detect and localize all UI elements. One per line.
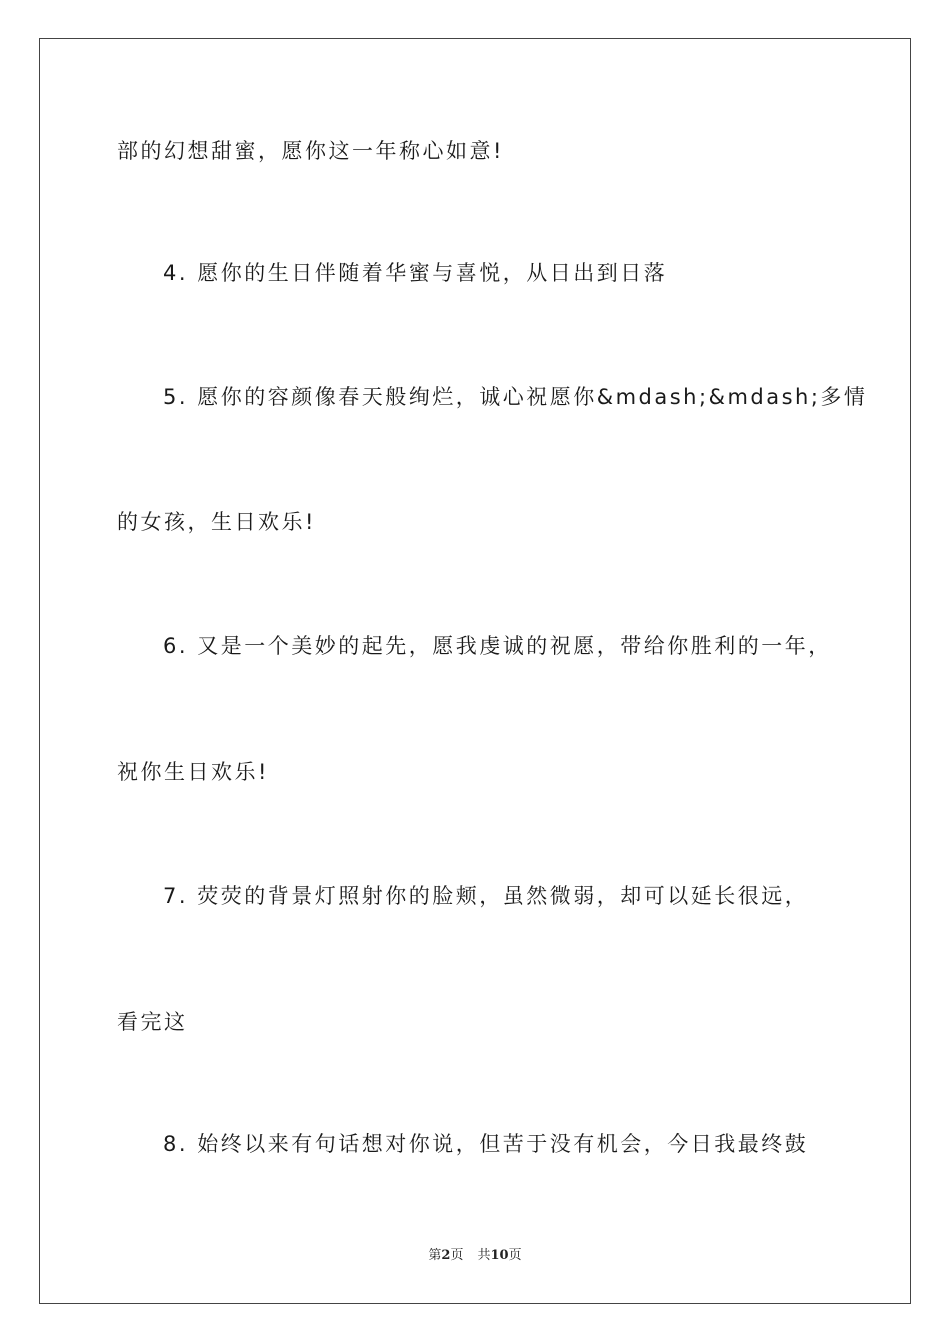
page-suffix: 页 bbox=[450, 1248, 464, 1263]
text-line: 祝你生日欢乐! bbox=[117, 760, 269, 784]
list-item-5: 5. 愿你的容颜像春天般绚烂，诚心祝愿你&mdash;&mdash;多情 bbox=[163, 385, 868, 409]
page-number: 2 bbox=[441, 1248, 451, 1263]
text-line: 部的幻想甜蜜，愿你这一年称心如意! bbox=[117, 139, 504, 163]
text-line: 的女孩，生日欢乐! bbox=[117, 510, 316, 534]
text-line: 看完这 bbox=[117, 1010, 188, 1034]
total-suffix: 页 bbox=[508, 1248, 522, 1263]
page-footer bbox=[0, 1247, 950, 1265]
page-prefix: 第 bbox=[428, 1248, 442, 1263]
list-item-6: 6. 又是一个美妙的起先，愿我虔诚的祝愿，带给你胜利的一年， bbox=[163, 634, 832, 658]
total-pages: 10 bbox=[490, 1248, 509, 1263]
total-prefix: 共 bbox=[477, 1248, 491, 1263]
list-item-7: 7. 荧荧的背景灯照射你的脸颊，虽然微弱，却可以延长很远， bbox=[163, 884, 809, 908]
page-frame bbox=[39, 38, 911, 1304]
list-item-8: 8. 始终以来有句话想对你说，但苦于没有机会，今日我最终鼓 bbox=[163, 1132, 809, 1156]
list-item-4: 4. 愿你的生日伴随着华蜜与喜悦，从日出到日落 bbox=[163, 261, 668, 285]
